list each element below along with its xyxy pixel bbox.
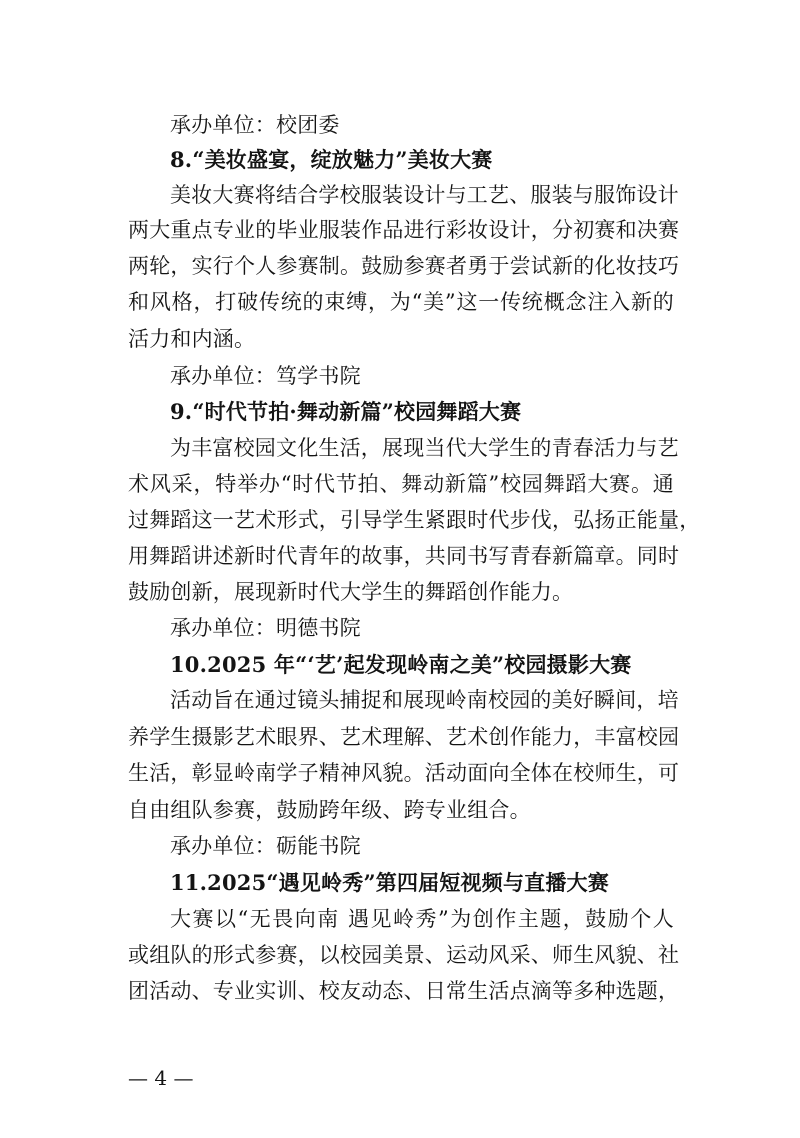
paragraph-line: 鼓励创新，展现新时代大学生的舞蹈创作能力。 <box>128 580 574 604</box>
paragraph-line: 活力和内涵。 <box>128 327 256 351</box>
section-title: 11.2025“遇见岭秀”第四届短视频与直播大赛 <box>170 870 609 895</box>
paragraph-line: 或组队的形式参赛，以校园美景、运动风采、师生风貌、社 <box>128 943 680 967</box>
paragraph-line: 两轮，实行个人参赛制。鼓励参赛者勇于尝试新的化妆技巧 <box>128 254 680 278</box>
paragraph-line: 美妆大赛将结合学校服装设计与工艺、服装与服饰设计 <box>170 183 679 207</box>
host-unit: 承办单位：笃学书院 <box>170 364 361 388</box>
paragraph-line: 用舞蹈讲述新时代青年的故事，共同书写青春新篇章。同时 <box>128 544 680 568</box>
paragraph-line: 为丰富校园文化生活，展现当代大学生的青春活力与艺 <box>170 436 679 460</box>
paragraph-line: 生活，彰显岭南学子精神风貌。活动面向全体在校师生，可 <box>128 761 680 785</box>
paragraph-line: 养学生摄影艺术眼界、艺术理解、艺术创作能力，丰富校园 <box>128 725 680 749</box>
section-title: 9.“时代节拍·舞动新篇”校园舞蹈大赛 <box>170 399 522 424</box>
paragraph-line: 团活动、专业实训、校友动态、日常生活点滴等多种选题， <box>128 979 680 1003</box>
section-title: 10.2025 年“‘艺’起发现岭南之美”校园摄影大赛 <box>170 652 632 677</box>
page-number: — 4 — <box>128 1066 194 1090</box>
paragraph-line: 过舞蹈这一艺术形式，引导学生紧跟时代步伐，弘扬正能量， <box>128 508 701 532</box>
paragraph-line: 和风格，打破传统的束缚，为“美”这一传统概念注入新的 <box>128 290 674 314</box>
paragraph-line: 活动旨在通过镜头捕捉和展现岭南校园的美好瞬间，培 <box>170 688 679 712</box>
host-unit: 承办单位：明德书院 <box>170 616 361 640</box>
paragraph-line: 大赛以“无畏向南 遇见岭秀”为创作主题，鼓励个人 <box>170 907 674 931</box>
paragraph-line: 两大重点专业的毕业服装作品进行彩妆设计，分初赛和决赛 <box>128 218 680 242</box>
host-unit: 承办单位：砺能书院 <box>170 834 361 858</box>
section-title: 8.“美妆盛宴，绽放魅力”美妆大赛 <box>170 147 493 172</box>
paragraph-line: 自由组队参赛，鼓励跨年级、跨专业组合。 <box>128 798 531 822</box>
paragraph-line: 术风采，特举办“时代节拍、舞动新篇”校园舞蹈大赛。通 <box>128 472 674 496</box>
host-unit: 承办单位：校团委 <box>170 113 340 137</box>
